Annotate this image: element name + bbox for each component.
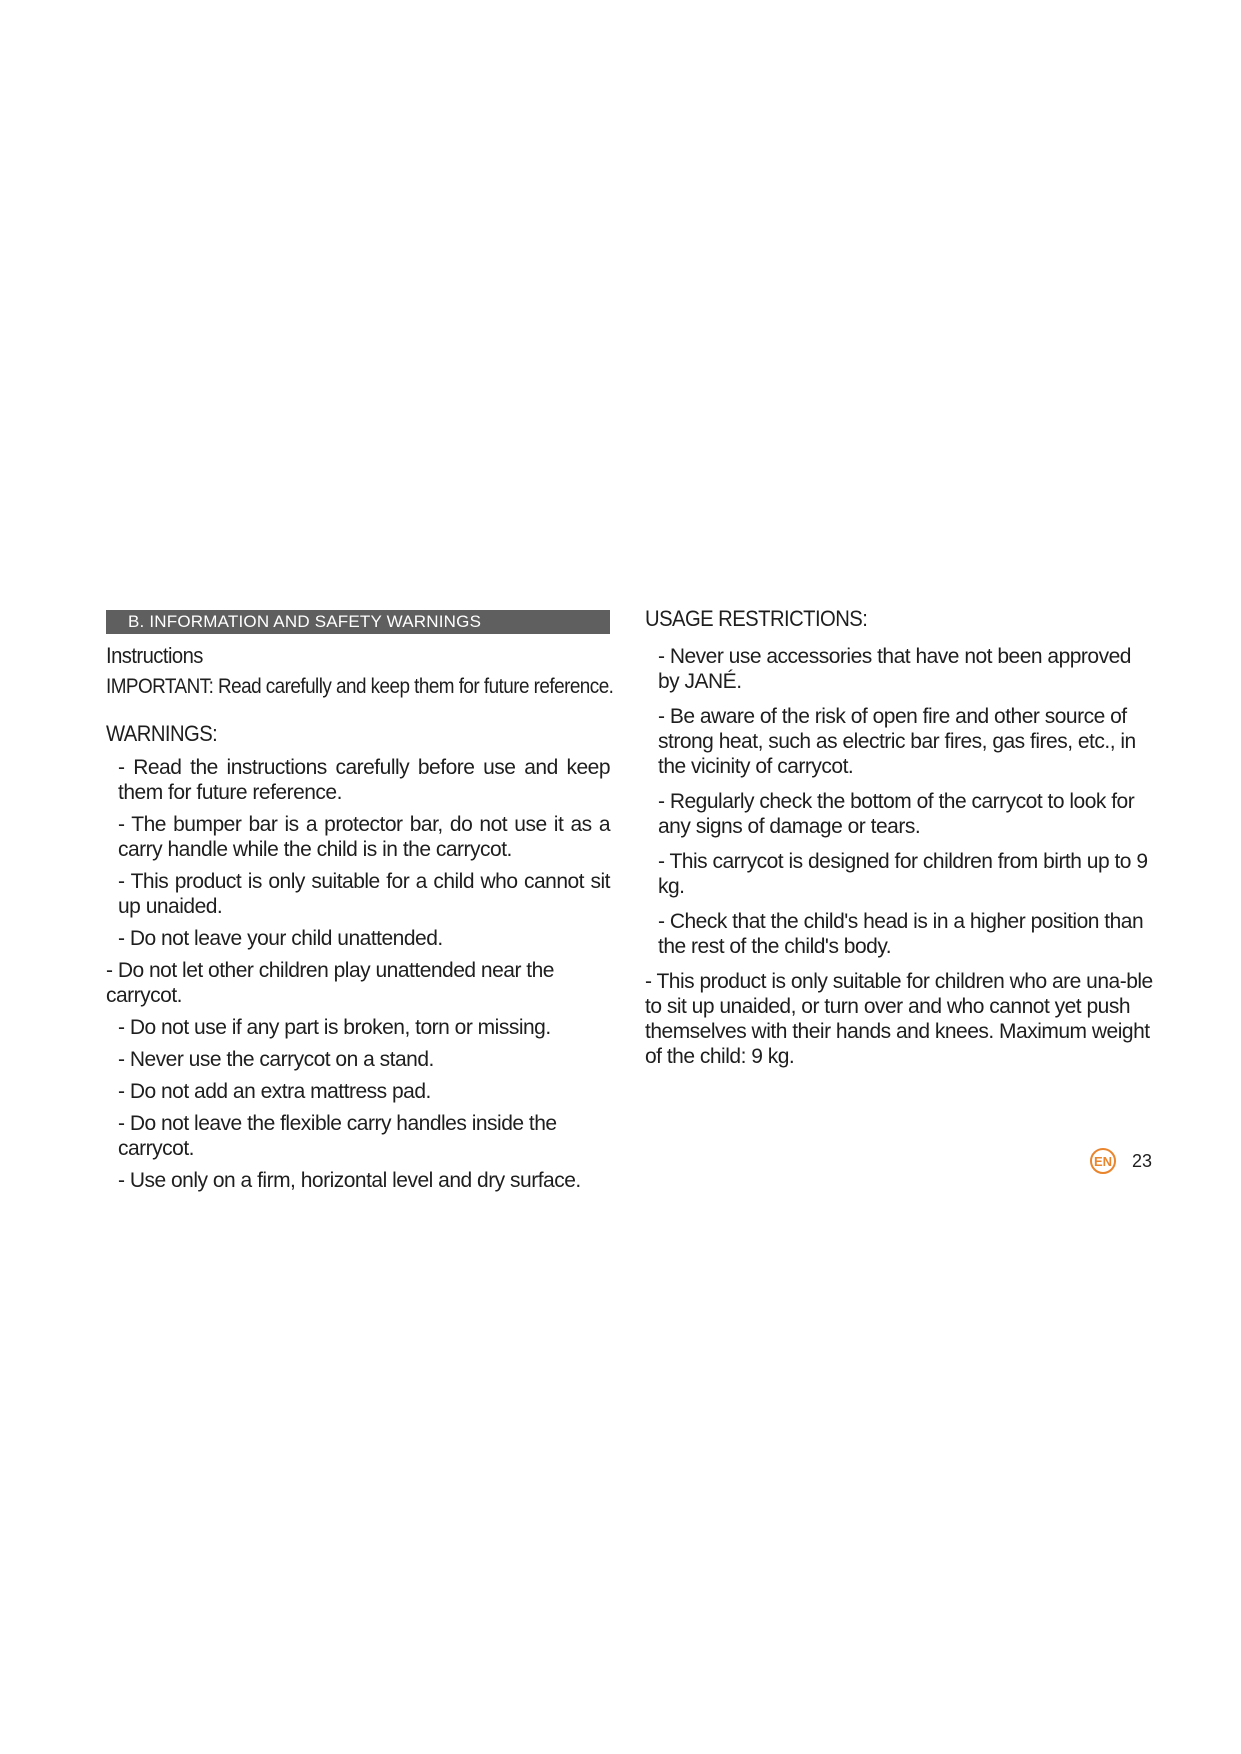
important-label: IMPORTANT:: [106, 675, 214, 698]
important-line: [106, 675, 614, 699]
important-text: Read carefully and keep them for future reference.: [218, 675, 614, 698]
list-item: - This product is only suitable for children who are una-ble to sit up unaided, or turn over and who cannot yet push themselves with their hands and knees. Maximum weight of the child: 9 kg.: [645, 970, 1153, 1068]
list-item: - Be aware of the risk of open fire and other source of strong heat, such as electric bar fires, gas fires, etc., in the vicinity of carrycot.: [658, 705, 1136, 778]
list-item: - Regularly check the bottom of the carrycot to look for any signs of damage or tears.: [658, 790, 1135, 838]
list-item: - Do not add an extra mattress pad.: [118, 1080, 431, 1103]
list-item: - This carrycot is designed for children from birth up to 9 kg.: [658, 850, 1148, 898]
list-item: - Never use the carrycot on a stand.: [118, 1048, 434, 1071]
page-number: 23: [1132, 1150, 1153, 1171]
instructions-label: Instructions: [106, 643, 203, 668]
list-item: - This product is only suitable for a child who cannot sit up unaided.: [118, 870, 610, 918]
list-item: - Read the instructions carefully before use and keep them for future reference.: [118, 756, 610, 804]
list-item: - Do not use if any part is broken, torn or missing.: [118, 1016, 551, 1039]
restrictions-list: [645, 644, 1155, 1069]
list-item: - Do not leave your child unattended.: [118, 927, 443, 950]
list-item: - Check that the child's head is in a higher position than the rest of the child's body.: [658, 910, 1144, 958]
usage-restrictions-title: USAGE RESTRICTIONS:: [645, 606, 868, 631]
list-item: - Do not leave the flexible carry handles inside the carrycot.: [118, 1112, 557, 1160]
page-footer: [1090, 1148, 1152, 1174]
list-item: - The bumper bar is a protector bar, do not use it as a carry handle while the child is in the carrycot.: [118, 813, 610, 861]
list-item: - Use only on a firm, horizontal level and dry surface.: [118, 1169, 581, 1192]
list-item: - Never use accessories that have not been approved by JANÉ.: [658, 645, 1131, 693]
section-title: B. INFORMATION AND SAFETY WARNINGS: [106, 610, 610, 634]
right-column: [645, 606, 1155, 1079]
left-column: [106, 610, 614, 1200]
warnings-list: [106, 755, 610, 1193]
language-badge-icon: EN: [1090, 1148, 1116, 1174]
list-item: - Do not let other children play unattended near the carrycot.: [106, 959, 554, 1007]
warnings-title: WARNINGS:: [106, 721, 218, 746]
